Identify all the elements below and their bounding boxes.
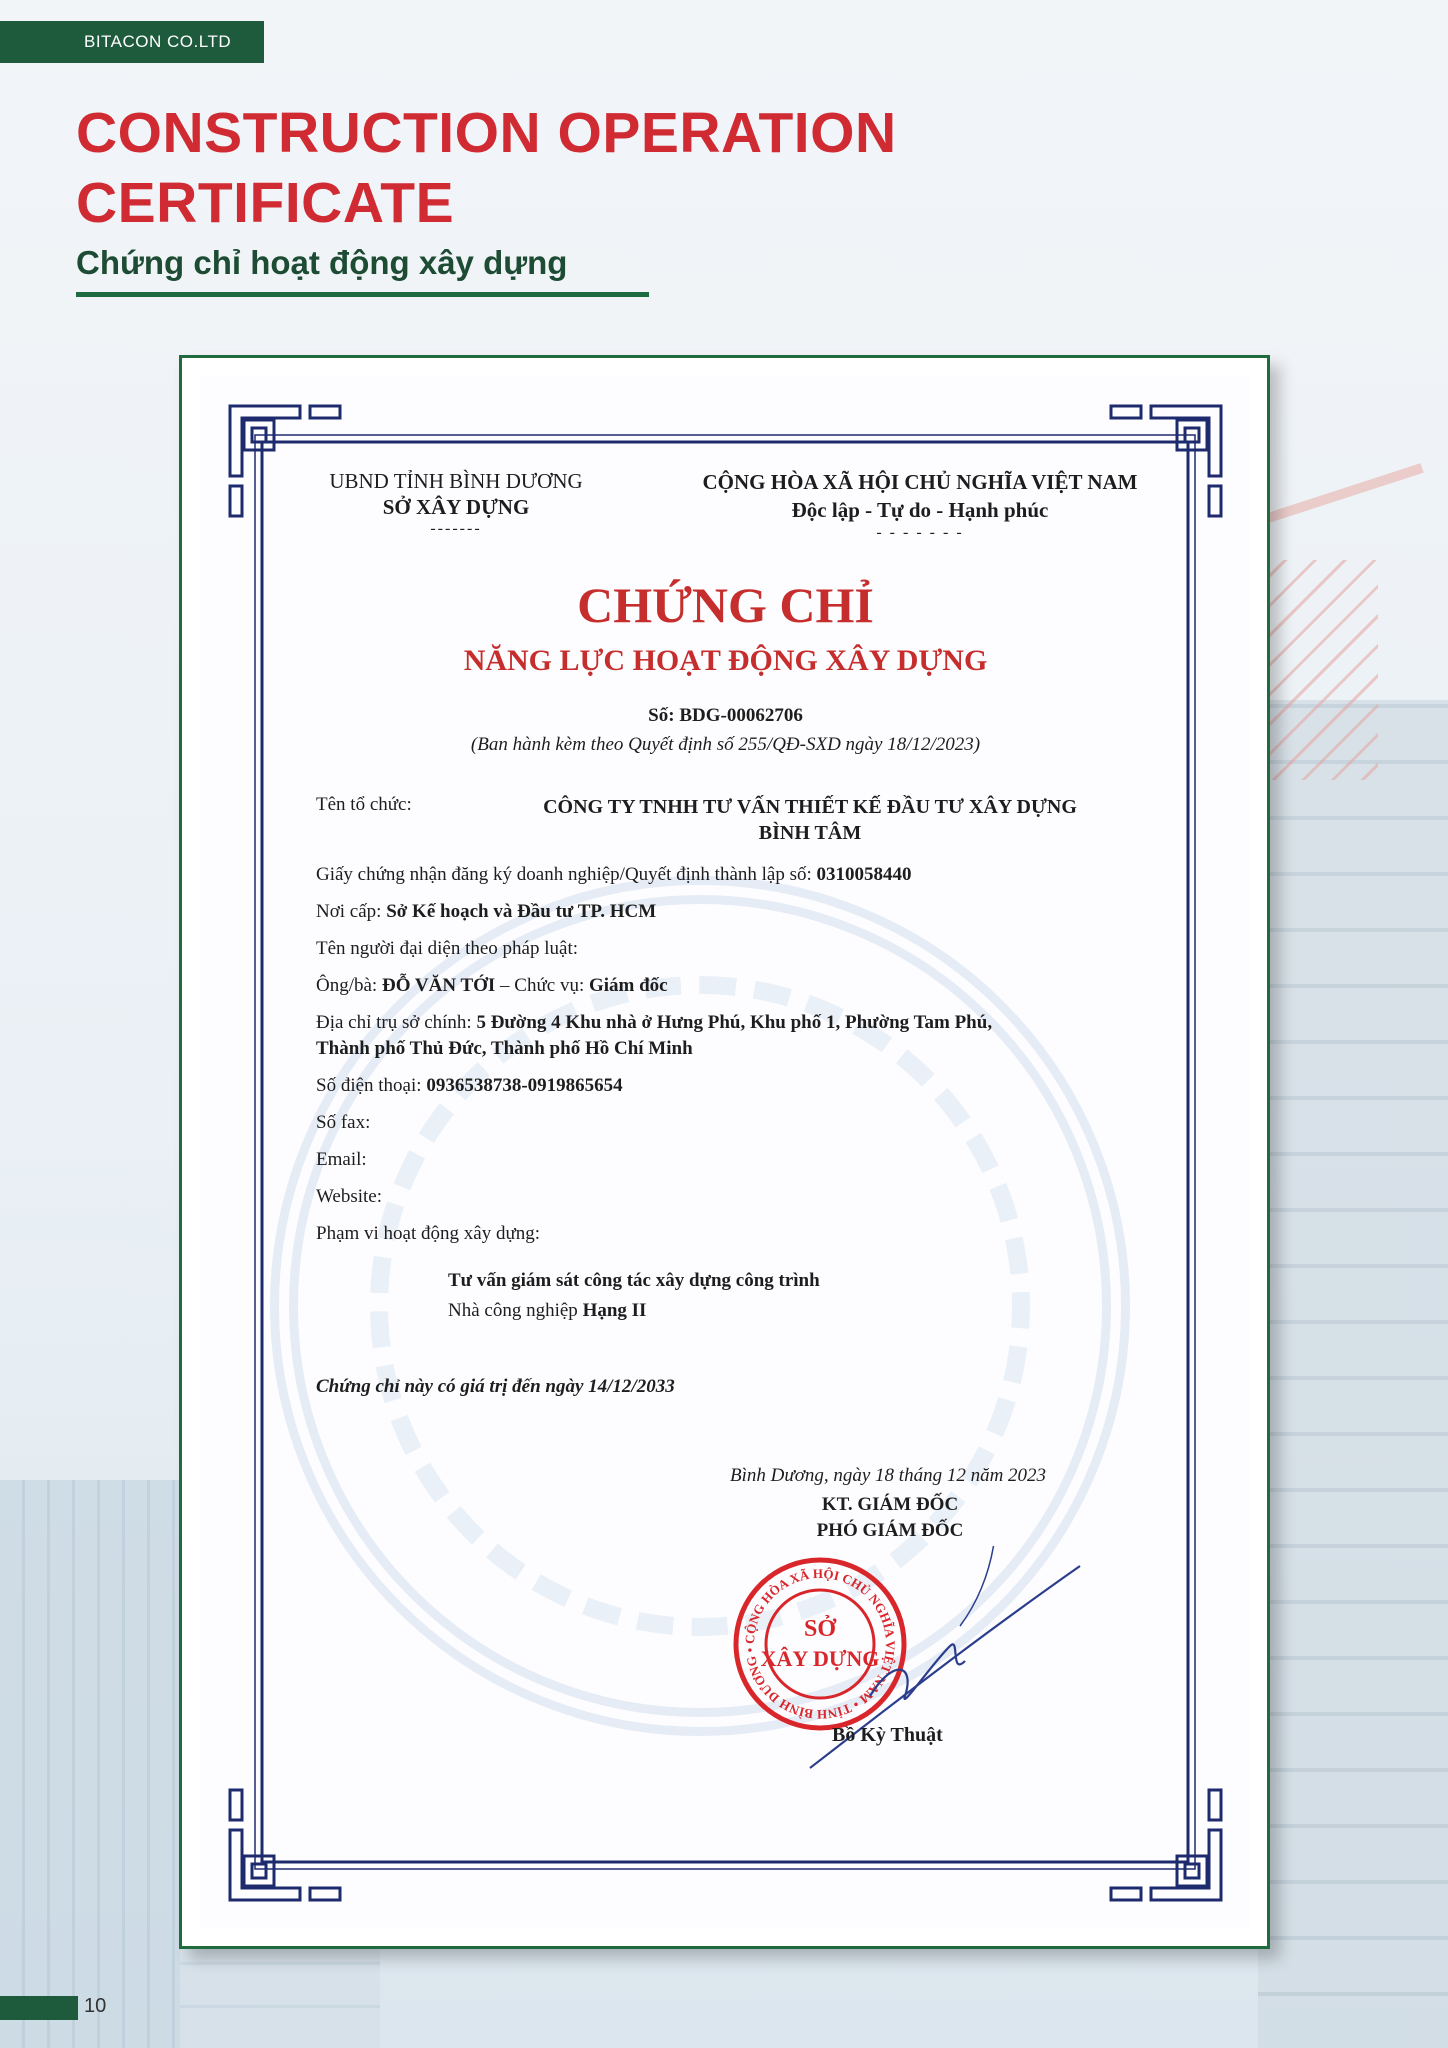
certificate-decision: (Ban hành kèm theo Quyết định số 255/QĐ-SXD ngày 18/12/2023) xyxy=(470,734,981,755)
certificate-subtitle: NĂNG LỰC HOẠT ĐỘNG XÂY DỰNG xyxy=(463,644,988,677)
fax-label: Số fax: xyxy=(316,1112,371,1133)
registration-value: 0310058440 xyxy=(816,864,912,885)
representative-label: Tên người đại diện theo pháp luật: xyxy=(316,938,579,959)
scope-line2-value: Hạng II xyxy=(582,1300,647,1321)
certificate-document xyxy=(200,376,1249,1928)
certificate-title: CHỨNG CHỈ xyxy=(577,577,874,633)
representative-prefix: Ông/bà: xyxy=(316,975,378,996)
national-motto: Độc lập - Tự do - Hạnh phúc xyxy=(791,498,1049,522)
company-tag xyxy=(0,21,264,63)
phone-label: Số điện thoại: xyxy=(316,1075,422,1096)
issuer-department: SỞ XÂY DỰNG xyxy=(382,495,530,519)
stamp-ring-text: CỘNG HÒA XÃ HỘI CHỦ NGHĨA VIỆT NAM • TỈNH BÌNH DƯƠNG • xyxy=(741,1565,899,1723)
certificate-number: Số: BDG-00062706 xyxy=(648,705,803,726)
page-subtitle: Chứng chỉ hoạt động xây dựng xyxy=(76,244,568,281)
page-number: 10 xyxy=(84,1995,107,2017)
phone-value: 0936538738-0919865654 xyxy=(426,1075,623,1096)
scope-label: Phạm vi hoạt động xây dựng: xyxy=(316,1223,541,1244)
signer-title xyxy=(780,1492,1000,1544)
registration-label: Giấy chứng nhận đăng ký doanh nghiệp/Quyết định thành lập số: xyxy=(316,864,812,885)
scope-line2 xyxy=(448,1300,646,1322)
national-title: CỘNG HÒA XÃ HỘI CHỦ NGHĨA VIỆT NAM xyxy=(702,470,1138,494)
issuing-place-row xyxy=(316,899,656,925)
website-label: Website: xyxy=(316,1186,383,1207)
subtitle-underline xyxy=(76,292,649,297)
validity-statement: Chứng chỉ này có giá trị đến ngày 14/12/2033 xyxy=(316,1376,675,1397)
address-row xyxy=(316,1010,992,1062)
stamp-top-text: SỞ xyxy=(803,1616,837,1642)
signer-title-line1: KT. GIÁM ĐỐC xyxy=(821,1494,959,1515)
email-label: Email: xyxy=(316,1149,367,1170)
phone-row xyxy=(316,1073,623,1099)
representative-name: ĐỖ VĂN TỚI xyxy=(381,975,496,996)
issuing-place-label: Nơi cấp: xyxy=(316,901,382,922)
signing-date: Bình Dương, ngày 18 tháng 12 năm 2023 xyxy=(730,1465,1047,1486)
address-line1: 5 Đường 4 Khu nhà ở Hưng Phú, Khu phố 1, Phường Tam Phú, xyxy=(476,1012,993,1033)
org-label: Tên tổ chức: xyxy=(316,794,412,815)
registration-row xyxy=(316,862,912,888)
org-name-line2: BÌNH TÂM xyxy=(758,822,862,844)
representative-role: Giám đốc xyxy=(588,975,668,996)
issuer-left xyxy=(300,468,612,538)
org-name xyxy=(470,794,1150,846)
scope-line2-prefix: Nhà công nghiệp xyxy=(448,1300,578,1321)
address-label: Địa chỉ trụ sở chính: xyxy=(316,1012,472,1033)
signer-name: Bồ Kỳ Thuật xyxy=(832,1724,943,1746)
address-line2: Thành phố Thủ Đức, Thành phố Hồ Chí Minh xyxy=(316,1038,693,1059)
org-name-line1: CÔNG TY TNHH TƯ VẤN THIẾT KẾ ĐẦU TƯ XÂY DỰNG xyxy=(543,796,1077,818)
page-title: CONSTRUCTION OPERATION CERTIFICATE xyxy=(76,101,897,235)
issuer-province: UBND TỈNH BÌNH DƯƠNG xyxy=(329,469,583,493)
issuer-left-divider: ------- xyxy=(430,520,482,537)
representative-role-label: – Chức vụ: xyxy=(495,975,585,996)
representative-row xyxy=(316,973,668,999)
issuing-place-value: Sở Kế hoạch và Đầu tư TP. HCM xyxy=(386,901,657,922)
certificate-frame xyxy=(179,355,1270,1949)
footer-accent-bar xyxy=(0,1996,78,2020)
signer-title-line2: PHÓ GIÁM ĐỐC xyxy=(816,1520,964,1541)
issuer-right-divider: - - - - - - - xyxy=(876,524,964,541)
scope-line1: Tư vấn giám sát công tác xây dựng công trình xyxy=(448,1270,820,1291)
stamp-mid-text: XÂY DỰNG xyxy=(760,1646,880,1671)
company-tag-label: BITACON CO.LTD xyxy=(84,32,232,51)
issuer-right xyxy=(650,468,1190,542)
